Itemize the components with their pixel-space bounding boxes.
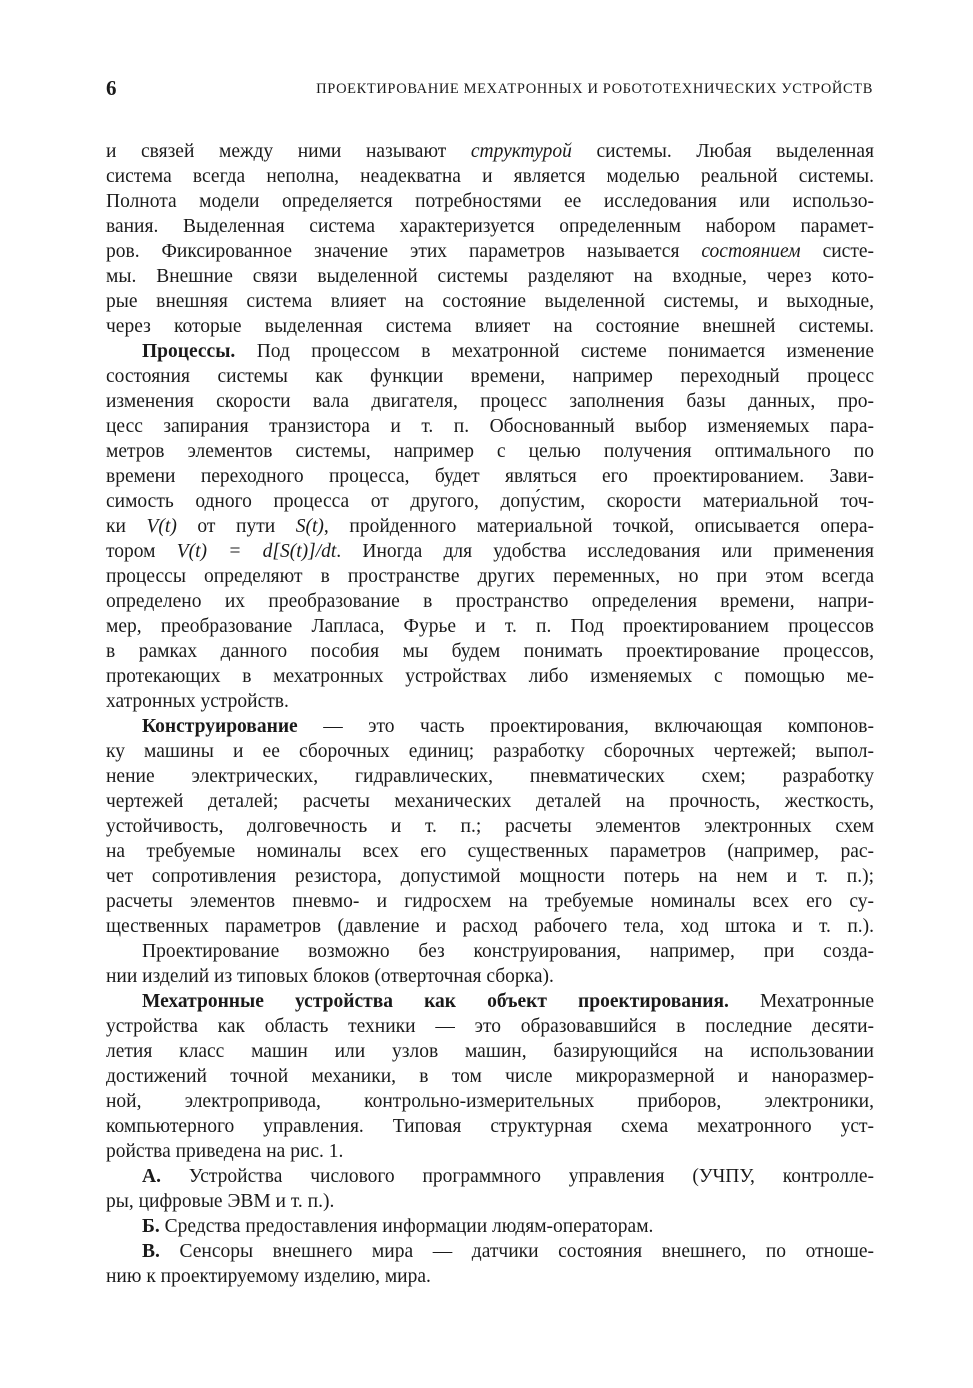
text-line [106, 1114, 874, 1139]
text-run: на требуемые номиналы всех его существенных параметров (например, рас- [106, 841, 874, 862]
text-line [106, 1239, 874, 1264]
text-run: достижений точной механики, в том числе микроразмерной и наноразмер- [106, 1066, 874, 1087]
text-line [106, 764, 874, 789]
text-line [106, 814, 874, 839]
text-run: рые внешняя система влияет на состояние выделенной системы, и выходные, [106, 291, 874, 312]
text-run: через которые выделенная система влияет на состояние внешней системы. [106, 316, 874, 337]
italic-term: состоянием [701, 241, 801, 262]
page-number: 6 [106, 76, 117, 100]
text-line [106, 914, 874, 939]
bold-term: А. [142, 1166, 161, 1187]
italic-term: S(t) [295, 516, 324, 537]
italic-term: V(t) [146, 516, 177, 537]
text-run: вания. Выделенная система характеризуется определенным набором парамет- [106, 216, 874, 237]
text-line [106, 1264, 874, 1289]
text-run: ку машины и ее сборочных единиц; разработку сборочных чертежей; выпол- [106, 741, 874, 762]
text-run: ров. Фиксированное значение этих параметров называется [106, 241, 702, 262]
text-line [106, 1189, 874, 1214]
text-run: симость одного процесса от другого, допу́стим, скорости материальной точ- [106, 491, 874, 512]
text-line [106, 664, 874, 689]
text-run: устройства как область техники — это образовавшийся в последние десяти- [106, 1016, 874, 1037]
text-line [106, 389, 874, 414]
text-run: изменения скорости вала двигателя, процесс заполнения базы данных, про- [106, 391, 874, 412]
text-run: ной, электропривода, контрольно-измерительных приборов, электроники, [106, 1091, 874, 1112]
text-run: мер, преобразование Лапласа, Фурье и т. п. Под проектированием процессов [106, 616, 874, 637]
text-run: Под процессом в мехатронной системе понимается изменение [235, 341, 874, 362]
text-line [106, 689, 874, 714]
italic-term: структурой [470, 141, 572, 162]
text-run: системы. Любая выделенная [571, 141, 874, 162]
text-run: чет сопротивления резистора, допустимой мощности потерь на нем и т. п.); [106, 866, 874, 887]
text-run: тором [106, 541, 177, 562]
bold-term: Б. [142, 1216, 160, 1237]
text-run: Мехатронные [728, 991, 875, 1012]
text-run: мы. Внешние связи выделенной системы разделяют на входные, через кото- [106, 266, 874, 287]
text-line [106, 264, 874, 289]
text-line [106, 864, 874, 889]
text-line [106, 489, 874, 514]
text-line [106, 614, 874, 639]
text-line [106, 639, 874, 664]
text-line [106, 339, 874, 364]
text-line [106, 739, 874, 764]
text-run: цесс запирания транзистора и т. п. Обоснованный выбор изменяемых пара- [106, 416, 874, 437]
text-line [106, 589, 874, 614]
text-run: Сенсоры внешнего мира — датчики состояния внешнего, по отноше- [159, 1241, 874, 1262]
text-line [106, 464, 874, 489]
text-line [106, 839, 874, 864]
running-title: ПРОЕКТИРОВАНИЕ МЕХАТРОННЫХ И РОБОТОТЕХНИЧЕСКИХ УСТРОЙСТВ [316, 81, 873, 97]
text-run: Проектирование возможно без конструирования, например, при созда- [142, 941, 874, 962]
text-line [106, 289, 874, 314]
text-line [106, 139, 874, 164]
text-line [106, 364, 874, 389]
text-run: чертежей деталей; расчеты механических деталей на прочность, жесткость, [106, 791, 874, 812]
text-line [106, 1214, 874, 1239]
text-run: от пути [176, 516, 296, 537]
text-line [106, 1164, 874, 1189]
text-line [106, 889, 874, 914]
text-run: состояния системы как функции времени, например переходный процесс [106, 366, 874, 387]
text-run: Полнота модели определяется потребностями ее исследования или использо- [106, 191, 874, 212]
bold-term: Мехатронные устройства как объект проектирования. [142, 991, 729, 1012]
text-run: ки [106, 516, 147, 537]
text-line [106, 214, 874, 239]
text-line [106, 164, 874, 189]
text-line [106, 564, 874, 589]
text-run: компьютерного управления. Типовая структурная схема мехатронного уст- [106, 1116, 874, 1137]
text-line [106, 439, 874, 464]
text-line [106, 189, 874, 214]
bold-term: В. [142, 1241, 160, 1262]
text-run: нии изделий из типовых блоков (отверточная сборка). [106, 966, 554, 987]
text-line [106, 1139, 874, 1164]
text-run: — это часть проектирования, включающая компонов- [297, 716, 874, 737]
text-run: летия класс машин или узлов машин, базирующийся на использовании [106, 1041, 874, 1062]
text-run: нение электрических, гидравлических, пневматических схем; разработку [106, 766, 874, 787]
body-text [106, 139, 874, 1289]
text-line [106, 939, 874, 964]
text-line [106, 964, 874, 989]
text-run: времени переходного процесса, будет являться его проектированием. Зави- [106, 466, 874, 487]
text-run: нию к проектируемому изделию, мира. [106, 1266, 431, 1287]
text-line [106, 314, 874, 339]
text-run: ры, цифровые ЭВМ и т. п.). [106, 1191, 335, 1212]
text-line [106, 789, 874, 814]
text-line [106, 239, 874, 264]
text-run: Устройства числового программного управления (УЧПУ, контролле- [160, 1166, 874, 1187]
italic-term: V(t) = d[S(t)]/dt [176, 541, 337, 562]
text-run: метров элементов системы, например с целью получения оптимального по [106, 441, 874, 462]
text-run: систе- [800, 241, 875, 262]
text-line [106, 539, 874, 564]
text-run: хатронных устройств. [106, 691, 289, 712]
text-line [106, 1014, 874, 1039]
text-line [106, 414, 874, 439]
text-run: . Иногда для удобства исследования или применения [336, 541, 874, 562]
bold-term: Процессы. [142, 341, 236, 362]
text-run: , пройденного материальной точкой, описывается опера- [323, 516, 874, 537]
text-line [106, 1089, 874, 1114]
text-run: система всегда неполна, неадекватна и является моделью реальной системы. [106, 166, 874, 187]
text-line [106, 1064, 874, 1089]
text-line [106, 1039, 874, 1064]
text-run: расчеты элементов пневмо- и гидросхем на требуемые номиналы всех его су- [106, 891, 874, 912]
text-run: процессы определяют в пространстве других переменных, но при этом всегда [106, 566, 874, 587]
text-line [106, 514, 874, 539]
bold-term: Конструирование [142, 716, 298, 737]
text-run: протекающих в мехатронных устройствах либо изменяемых с помощью ме- [106, 666, 874, 687]
text-run: щественных параметров (давление и расход рабочего тела, ход штока и т. п.). [106, 916, 874, 937]
text-run: Средства предоставления информации людям-операторам. [159, 1216, 654, 1237]
text-line [106, 714, 874, 739]
text-run: определено их преобразование в пространство определения времени, напри- [106, 591, 874, 612]
text-run: и связей между ними называют [106, 141, 471, 162]
text-run: ройства приведена на рис. 1. [106, 1141, 344, 1162]
text-run: устойчивость, долговечность и т. п.; расчеты элементов электронных схем [106, 816, 874, 837]
text-run: в рамках данного пособия мы будем понимать проектирование процессов, [106, 641, 874, 662]
text-line [106, 989, 874, 1014]
